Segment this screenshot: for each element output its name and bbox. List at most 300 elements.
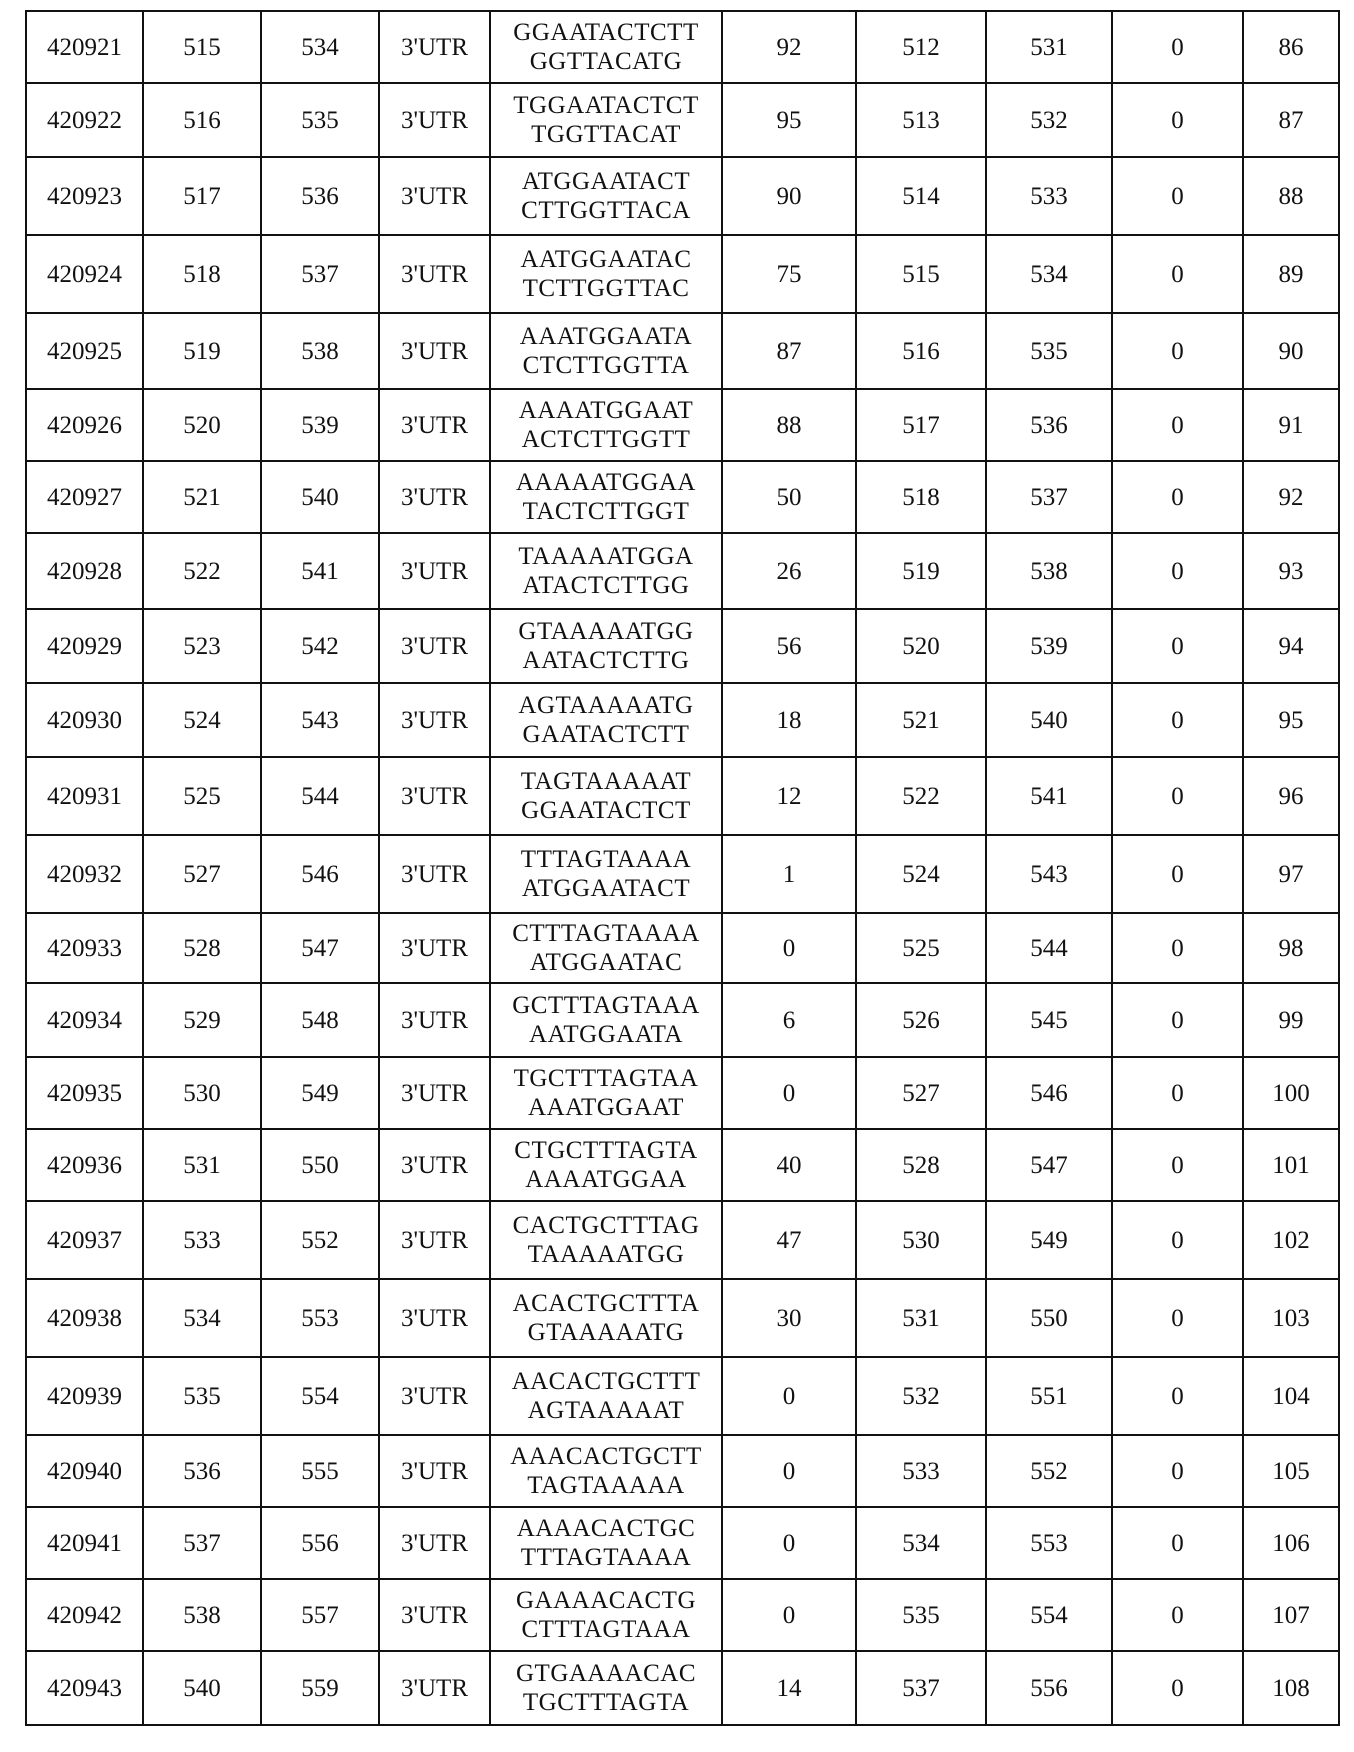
sequence-cell xyxy=(490,913,722,983)
sequence-cell xyxy=(490,313,722,389)
isis-number-cell: 420930 xyxy=(26,683,143,757)
region-cell: 3'UTR xyxy=(379,157,490,235)
percent-inhibition-cell: 14 xyxy=(722,1651,856,1725)
target-stop-2-cell: 552 xyxy=(986,1435,1112,1507)
percent-inhibition-cell: 88 xyxy=(722,389,856,461)
target-start-2-cell: 522 xyxy=(856,757,986,835)
target-stop-cell: 552 xyxy=(261,1201,379,1279)
sequence-cell xyxy=(490,1507,722,1579)
seq-id-cell: 103 xyxy=(1243,1279,1339,1357)
table-row xyxy=(26,835,1339,913)
target-start-2-cell: 526 xyxy=(856,983,986,1057)
target-start-2-cell: 533 xyxy=(856,1435,986,1507)
target-stop-cell: 538 xyxy=(261,313,379,389)
sequence-line-2: AAATGGAAT xyxy=(528,1094,684,1121)
mismatch-cell: 0 xyxy=(1112,609,1243,683)
table-row xyxy=(26,1357,1339,1435)
target-start-2-cell: 519 xyxy=(856,533,986,609)
sequence-line-1: AAAATGGAAT xyxy=(518,397,694,424)
sequence-cell xyxy=(490,1357,722,1435)
table-row xyxy=(26,313,1339,389)
percent-inhibition-cell: 26 xyxy=(722,533,856,609)
table-row xyxy=(26,1507,1339,1579)
target-stop-2-cell: 553 xyxy=(986,1507,1112,1579)
sequence-line-2: TGCTTTAGTA xyxy=(522,1689,690,1716)
isis-number-cell: 420941 xyxy=(26,1507,143,1579)
target-start-2-cell: 515 xyxy=(856,235,986,313)
sequence-cell xyxy=(490,983,722,1057)
region-cell: 3'UTR xyxy=(379,83,490,157)
sequence-line-1: GAAAACACTG xyxy=(516,1587,696,1614)
percent-inhibition-cell: 6 xyxy=(722,983,856,1057)
target-stop-cell: 555 xyxy=(261,1435,379,1507)
target-start-cell: 516 xyxy=(143,83,261,157)
sequence-line-2: TCTTGGTTAC xyxy=(522,275,690,302)
sequence-line-1: GCTTTAGTAAA xyxy=(512,992,700,1019)
target-stop-2-cell: 536 xyxy=(986,389,1112,461)
mismatch-cell: 0 xyxy=(1112,11,1243,83)
percent-inhibition-cell: 1 xyxy=(722,835,856,913)
isis-number-cell: 420931 xyxy=(26,757,143,835)
target-stop-2-cell: 531 xyxy=(986,11,1112,83)
sequence-cell xyxy=(490,757,722,835)
target-start-2-cell: 517 xyxy=(856,389,986,461)
sequence-line-2: TAAAAATGG xyxy=(527,1241,685,1268)
sequence-line-1: ACACTGCTTTA xyxy=(512,1290,700,1317)
target-stop-2-cell: 539 xyxy=(986,609,1112,683)
sequence-line-1: CTTTAGTAAAA xyxy=(512,920,700,947)
region-cell: 3'UTR xyxy=(379,1057,490,1129)
target-stop-2-cell: 546 xyxy=(986,1057,1112,1129)
sequence-line-2: ATGGAATACT xyxy=(521,875,691,902)
target-stop-cell: 542 xyxy=(261,609,379,683)
table-row xyxy=(26,11,1339,83)
percent-inhibition-cell: 0 xyxy=(722,1357,856,1435)
target-stop-cell: 557 xyxy=(261,1579,379,1651)
percent-inhibition-cell: 12 xyxy=(722,757,856,835)
target-start-2-cell: 530 xyxy=(856,1201,986,1279)
sequence-line-1: AAATGGAATA xyxy=(519,323,693,350)
target-stop-2-cell: 533 xyxy=(986,157,1112,235)
seq-id-cell: 88 xyxy=(1243,157,1339,235)
target-start-2-cell: 531 xyxy=(856,1279,986,1357)
sequence-line-2: ACTCTTGGTT xyxy=(521,426,691,453)
sequence-cell xyxy=(490,1651,722,1725)
sequence-cell xyxy=(490,1579,722,1651)
percent-inhibition-cell: 30 xyxy=(722,1279,856,1357)
target-start-cell: 519 xyxy=(143,313,261,389)
sequence-line-2: CTTGGTTACA xyxy=(521,197,691,224)
target-stop-2-cell: 556 xyxy=(986,1651,1112,1725)
seq-id-cell: 95 xyxy=(1243,683,1339,757)
sequence-line-2: AATGGAATA xyxy=(529,1021,683,1048)
target-stop-cell: 556 xyxy=(261,1507,379,1579)
sequence-line-1: GGAATACTCTT xyxy=(513,19,699,46)
sequence-line-1: AAAACACTGC xyxy=(516,1515,696,1542)
isis-number-cell: 420929 xyxy=(26,609,143,683)
table-row xyxy=(26,1129,1339,1201)
sequence-line-1: GTGAAAACAC xyxy=(516,1660,696,1687)
percent-inhibition-cell: 56 xyxy=(722,609,856,683)
table-row xyxy=(26,757,1339,835)
mismatch-cell: 0 xyxy=(1112,1357,1243,1435)
percent-inhibition-cell: 40 xyxy=(722,1129,856,1201)
seq-id-cell: 105 xyxy=(1243,1435,1339,1507)
percent-inhibition-cell: 75 xyxy=(722,235,856,313)
seq-id-cell: 91 xyxy=(1243,389,1339,461)
sequence-cell xyxy=(490,1435,722,1507)
region-cell: 3'UTR xyxy=(379,1435,490,1507)
mismatch-cell: 0 xyxy=(1112,1279,1243,1357)
seq-id-cell: 86 xyxy=(1243,11,1339,83)
percent-inhibition-cell: 87 xyxy=(722,313,856,389)
region-cell: 3'UTR xyxy=(379,609,490,683)
target-start-cell: 517 xyxy=(143,157,261,235)
seq-id-cell: 106 xyxy=(1243,1507,1339,1579)
seq-id-cell: 99 xyxy=(1243,983,1339,1057)
sequence-cell xyxy=(490,389,722,461)
region-cell: 3'UTR xyxy=(379,1201,490,1279)
target-stop-2-cell: 535 xyxy=(986,313,1112,389)
target-stop-cell: 547 xyxy=(261,913,379,983)
percent-inhibition-cell: 0 xyxy=(722,1057,856,1129)
sequence-line-1: ATGGAATACT xyxy=(521,168,691,195)
mismatch-cell: 0 xyxy=(1112,1579,1243,1651)
target-start-cell: 522 xyxy=(143,533,261,609)
target-stop-cell: 541 xyxy=(261,533,379,609)
target-stop-2-cell: 541 xyxy=(986,757,1112,835)
percent-inhibition-cell: 0 xyxy=(722,1435,856,1507)
sequence-cell xyxy=(490,835,722,913)
mismatch-cell: 0 xyxy=(1112,1057,1243,1129)
region-cell: 3'UTR xyxy=(379,389,490,461)
target-stop-cell: 544 xyxy=(261,757,379,835)
target-start-cell: 529 xyxy=(143,983,261,1057)
target-stop-cell: 559 xyxy=(261,1651,379,1725)
table-row xyxy=(26,913,1339,983)
mismatch-cell: 0 xyxy=(1112,1435,1243,1507)
mismatch-cell: 0 xyxy=(1112,313,1243,389)
table-row xyxy=(26,157,1339,235)
sequence-line-2: TAGTAAAAA xyxy=(527,1472,685,1499)
isis-number-cell: 420932 xyxy=(26,835,143,913)
target-start-2-cell: 513 xyxy=(856,83,986,157)
isis-number-cell: 420923 xyxy=(26,157,143,235)
region-cell: 3'UTR xyxy=(379,11,490,83)
percent-inhibition-cell: 95 xyxy=(722,83,856,157)
mismatch-cell: 0 xyxy=(1112,683,1243,757)
target-stop-cell: 539 xyxy=(261,389,379,461)
sequence-line-1: GTAAAAATGG xyxy=(518,618,694,645)
target-start-cell: 521 xyxy=(143,461,261,533)
sequence-line-2: AAAATGGAA xyxy=(525,1166,687,1193)
target-start-2-cell: 527 xyxy=(856,1057,986,1129)
target-stop-2-cell: 537 xyxy=(986,461,1112,533)
percent-inhibition-cell: 18 xyxy=(722,683,856,757)
table-row xyxy=(26,1579,1339,1651)
region-cell: 3'UTR xyxy=(379,1651,490,1725)
target-start-cell: 527 xyxy=(143,835,261,913)
mismatch-cell: 0 xyxy=(1112,913,1243,983)
table-row xyxy=(26,389,1339,461)
isis-number-cell: 420938 xyxy=(26,1279,143,1357)
target-start-2-cell: 532 xyxy=(856,1357,986,1435)
target-start-cell: 536 xyxy=(143,1435,261,1507)
region-cell: 3'UTR xyxy=(379,1279,490,1357)
isis-number-cell: 420940 xyxy=(26,1435,143,1507)
target-start-cell: 540 xyxy=(143,1651,261,1725)
sequence-cell xyxy=(490,609,722,683)
target-start-2-cell: 524 xyxy=(856,835,986,913)
target-stop-cell: 548 xyxy=(261,983,379,1057)
target-stop-cell: 534 xyxy=(261,11,379,83)
percent-inhibition-cell: 47 xyxy=(722,1201,856,1279)
region-cell: 3'UTR xyxy=(379,533,490,609)
sequence-line-1: AATGGAATAC xyxy=(520,246,692,273)
target-start-cell: 523 xyxy=(143,609,261,683)
region-cell: 3'UTR xyxy=(379,683,490,757)
target-stop-cell: 536 xyxy=(261,157,379,235)
sequence-line-2: ATGGAATAC xyxy=(529,949,683,976)
sequence-cell xyxy=(490,157,722,235)
table-row xyxy=(26,83,1339,157)
target-start-2-cell: 525 xyxy=(856,913,986,983)
target-stop-2-cell: 544 xyxy=(986,913,1112,983)
sequence-line-2: TTTAGTAAAA xyxy=(520,1544,692,1571)
target-start-cell: 533 xyxy=(143,1201,261,1279)
region-cell: 3'UTR xyxy=(379,913,490,983)
target-start-cell: 535 xyxy=(143,1357,261,1435)
seq-id-cell: 94 xyxy=(1243,609,1339,683)
target-start-cell: 518 xyxy=(143,235,261,313)
table-row xyxy=(26,983,1339,1057)
sequence-line-2: CTCTTGGTTA xyxy=(522,352,690,379)
percent-inhibition-cell: 50 xyxy=(722,461,856,533)
sequence-line-1: TAGTAAAAAT xyxy=(520,768,692,795)
sequence-cell xyxy=(490,11,722,83)
target-start-2-cell: 521 xyxy=(856,683,986,757)
seq-id-cell: 92 xyxy=(1243,461,1339,533)
sequence-cell xyxy=(490,83,722,157)
target-start-2-cell: 528 xyxy=(856,1129,986,1201)
antisense-oligo-table xyxy=(25,10,1340,1726)
percent-inhibition-cell: 92 xyxy=(722,11,856,83)
sequence-cell xyxy=(490,235,722,313)
sequence-line-1: TTTAGTAAAA xyxy=(520,846,692,873)
percent-inhibition-cell: 0 xyxy=(722,913,856,983)
table-row xyxy=(26,533,1339,609)
target-stop-cell: 550 xyxy=(261,1129,379,1201)
region-cell: 3'UTR xyxy=(379,1357,490,1435)
sequence-line-2: TACTCTTGGT xyxy=(522,498,690,525)
isis-number-cell: 420935 xyxy=(26,1057,143,1129)
region-cell: 3'UTR xyxy=(379,1507,490,1579)
isis-number-cell: 420933 xyxy=(26,913,143,983)
mismatch-cell: 0 xyxy=(1112,835,1243,913)
percent-inhibition-cell: 0 xyxy=(722,1507,856,1579)
seq-id-cell: 107 xyxy=(1243,1579,1339,1651)
region-cell: 3'UTR xyxy=(379,313,490,389)
isis-number-cell: 420937 xyxy=(26,1201,143,1279)
mismatch-cell: 0 xyxy=(1112,157,1243,235)
region-cell: 3'UTR xyxy=(379,835,490,913)
isis-number-cell: 420922 xyxy=(26,83,143,157)
sequence-line-1: TGCTTTAGTAA xyxy=(513,1065,699,1092)
isis-number-cell: 420936 xyxy=(26,1129,143,1201)
target-stop-2-cell: 534 xyxy=(986,235,1112,313)
sequence-line-2: CTTTAGTAAA xyxy=(521,1616,691,1643)
target-stop-2-cell: 547 xyxy=(986,1129,1112,1201)
sequence-line-2: AGTAAAAAT xyxy=(527,1397,685,1424)
sequence-cell xyxy=(490,1279,722,1357)
sequence-line-1: TAAAAATGGA xyxy=(518,543,694,570)
seq-id-cell: 93 xyxy=(1243,533,1339,609)
target-stop-2-cell: 532 xyxy=(986,83,1112,157)
table-row xyxy=(26,1057,1339,1129)
target-start-2-cell: 518 xyxy=(856,461,986,533)
sequence-line-1: TGGAATACTCT xyxy=(513,92,699,119)
region-cell: 3'UTR xyxy=(379,461,490,533)
sequence-cell xyxy=(490,1057,722,1129)
target-stop-2-cell: 545 xyxy=(986,983,1112,1057)
sequence-line-2: GTAAAAATG xyxy=(527,1319,685,1346)
mismatch-cell: 0 xyxy=(1112,1129,1243,1201)
mismatch-cell: 0 xyxy=(1112,235,1243,313)
region-cell: 3'UTR xyxy=(379,235,490,313)
mismatch-cell: 0 xyxy=(1112,1651,1243,1725)
target-start-cell: 534 xyxy=(143,1279,261,1357)
table-row xyxy=(26,1651,1339,1725)
seq-id-cell: 89 xyxy=(1243,235,1339,313)
isis-number-cell: 420942 xyxy=(26,1579,143,1651)
sequence-cell xyxy=(490,461,722,533)
sequence-cell xyxy=(490,683,722,757)
isis-number-cell: 420928 xyxy=(26,533,143,609)
sequence-line-1: AAACACTGCTT xyxy=(510,1443,702,1470)
target-stop-cell: 554 xyxy=(261,1357,379,1435)
sequence-line-2: GGTTACATG xyxy=(529,48,683,75)
region-cell: 3'UTR xyxy=(379,1129,490,1201)
sequence-line-1: AGTAAAAATG xyxy=(518,692,694,719)
target-start-cell: 531 xyxy=(143,1129,261,1201)
isis-number-cell: 420939 xyxy=(26,1357,143,1435)
isis-number-cell: 420934 xyxy=(26,983,143,1057)
target-start-2-cell: 534 xyxy=(856,1507,986,1579)
target-stop-2-cell: 538 xyxy=(986,533,1112,609)
target-start-cell: 528 xyxy=(143,913,261,983)
target-start-cell: 538 xyxy=(143,1579,261,1651)
target-start-cell: 524 xyxy=(143,683,261,757)
target-start-2-cell: 535 xyxy=(856,1579,986,1651)
mismatch-cell: 0 xyxy=(1112,461,1243,533)
region-cell: 3'UTR xyxy=(379,757,490,835)
target-stop-2-cell: 543 xyxy=(986,835,1112,913)
sequence-cell xyxy=(490,1129,722,1201)
sequence-line-2: GAATACTCTT xyxy=(522,721,690,748)
target-stop-cell: 537 xyxy=(261,235,379,313)
seq-id-cell: 90 xyxy=(1243,313,1339,389)
seq-id-cell: 102 xyxy=(1243,1201,1339,1279)
isis-number-cell: 420925 xyxy=(26,313,143,389)
percent-inhibition-cell: 0 xyxy=(722,1579,856,1651)
sequence-line-2: GGAATACTCT xyxy=(521,797,691,824)
sequence-line-1: AACACTGCTTT xyxy=(511,1368,701,1395)
target-stop-2-cell: 551 xyxy=(986,1357,1112,1435)
table-row xyxy=(26,461,1339,533)
table-body xyxy=(26,11,1339,1725)
target-start-cell: 537 xyxy=(143,1507,261,1579)
seq-id-cell: 97 xyxy=(1243,835,1339,913)
target-start-2-cell: 512 xyxy=(856,11,986,83)
seq-id-cell: 87 xyxy=(1243,83,1339,157)
sequence-cell xyxy=(490,533,722,609)
sequence-cell xyxy=(490,1201,722,1279)
table-row xyxy=(26,1279,1339,1357)
seq-id-cell: 96 xyxy=(1243,757,1339,835)
region-cell: 3'UTR xyxy=(379,1579,490,1651)
target-start-2-cell: 520 xyxy=(856,609,986,683)
seq-id-cell: 98 xyxy=(1243,913,1339,983)
target-stop-2-cell: 554 xyxy=(986,1579,1112,1651)
isis-number-cell: 420924 xyxy=(26,235,143,313)
target-start-2-cell: 537 xyxy=(856,1651,986,1725)
seq-id-cell: 104 xyxy=(1243,1357,1339,1435)
mismatch-cell: 0 xyxy=(1112,83,1243,157)
sequence-line-2: AATACTCTTG xyxy=(522,647,690,674)
sequence-line-2: TGGTTACAT xyxy=(531,121,681,148)
target-start-cell: 530 xyxy=(143,1057,261,1129)
table-row xyxy=(26,1201,1339,1279)
mismatch-cell: 0 xyxy=(1112,757,1243,835)
target-stop-2-cell: 540 xyxy=(986,683,1112,757)
mismatch-cell: 0 xyxy=(1112,983,1243,1057)
target-stop-cell: 535 xyxy=(261,83,379,157)
table-row xyxy=(26,683,1339,757)
table-row xyxy=(26,1435,1339,1507)
mismatch-cell: 0 xyxy=(1112,1507,1243,1579)
sequence-line-2: ATACTCTTGG xyxy=(522,572,690,599)
target-start-cell: 520 xyxy=(143,389,261,461)
target-start-2-cell: 516 xyxy=(856,313,986,389)
target-stop-cell: 553 xyxy=(261,1279,379,1357)
sequence-line-1: CACTGCTTTAG xyxy=(512,1212,700,1239)
mismatch-cell: 0 xyxy=(1112,533,1243,609)
isis-number-cell: 420921 xyxy=(26,11,143,83)
isis-number-cell: 420926 xyxy=(26,389,143,461)
percent-inhibition-cell: 90 xyxy=(722,157,856,235)
target-stop-cell: 543 xyxy=(261,683,379,757)
target-stop-2-cell: 550 xyxy=(986,1279,1112,1357)
seq-id-cell: 101 xyxy=(1243,1129,1339,1201)
target-stop-cell: 549 xyxy=(261,1057,379,1129)
target-start-2-cell: 514 xyxy=(856,157,986,235)
mismatch-cell: 0 xyxy=(1112,389,1243,461)
target-stop-cell: 540 xyxy=(261,461,379,533)
isis-number-cell: 420927 xyxy=(26,461,143,533)
seq-id-cell: 108 xyxy=(1243,1651,1339,1725)
sequence-line-1: CTGCTTTAGTA xyxy=(514,1137,698,1164)
sequence-line-1: AAAAATGGAA xyxy=(516,469,696,496)
target-start-cell: 525 xyxy=(143,757,261,835)
mismatch-cell: 0 xyxy=(1112,1201,1243,1279)
target-stop-2-cell: 549 xyxy=(986,1201,1112,1279)
target-start-cell: 515 xyxy=(143,11,261,83)
table-row xyxy=(26,235,1339,313)
isis-number-cell: 420943 xyxy=(26,1651,143,1725)
seq-id-cell: 100 xyxy=(1243,1057,1339,1129)
region-cell: 3'UTR xyxy=(379,983,490,1057)
table-row xyxy=(26,609,1339,683)
